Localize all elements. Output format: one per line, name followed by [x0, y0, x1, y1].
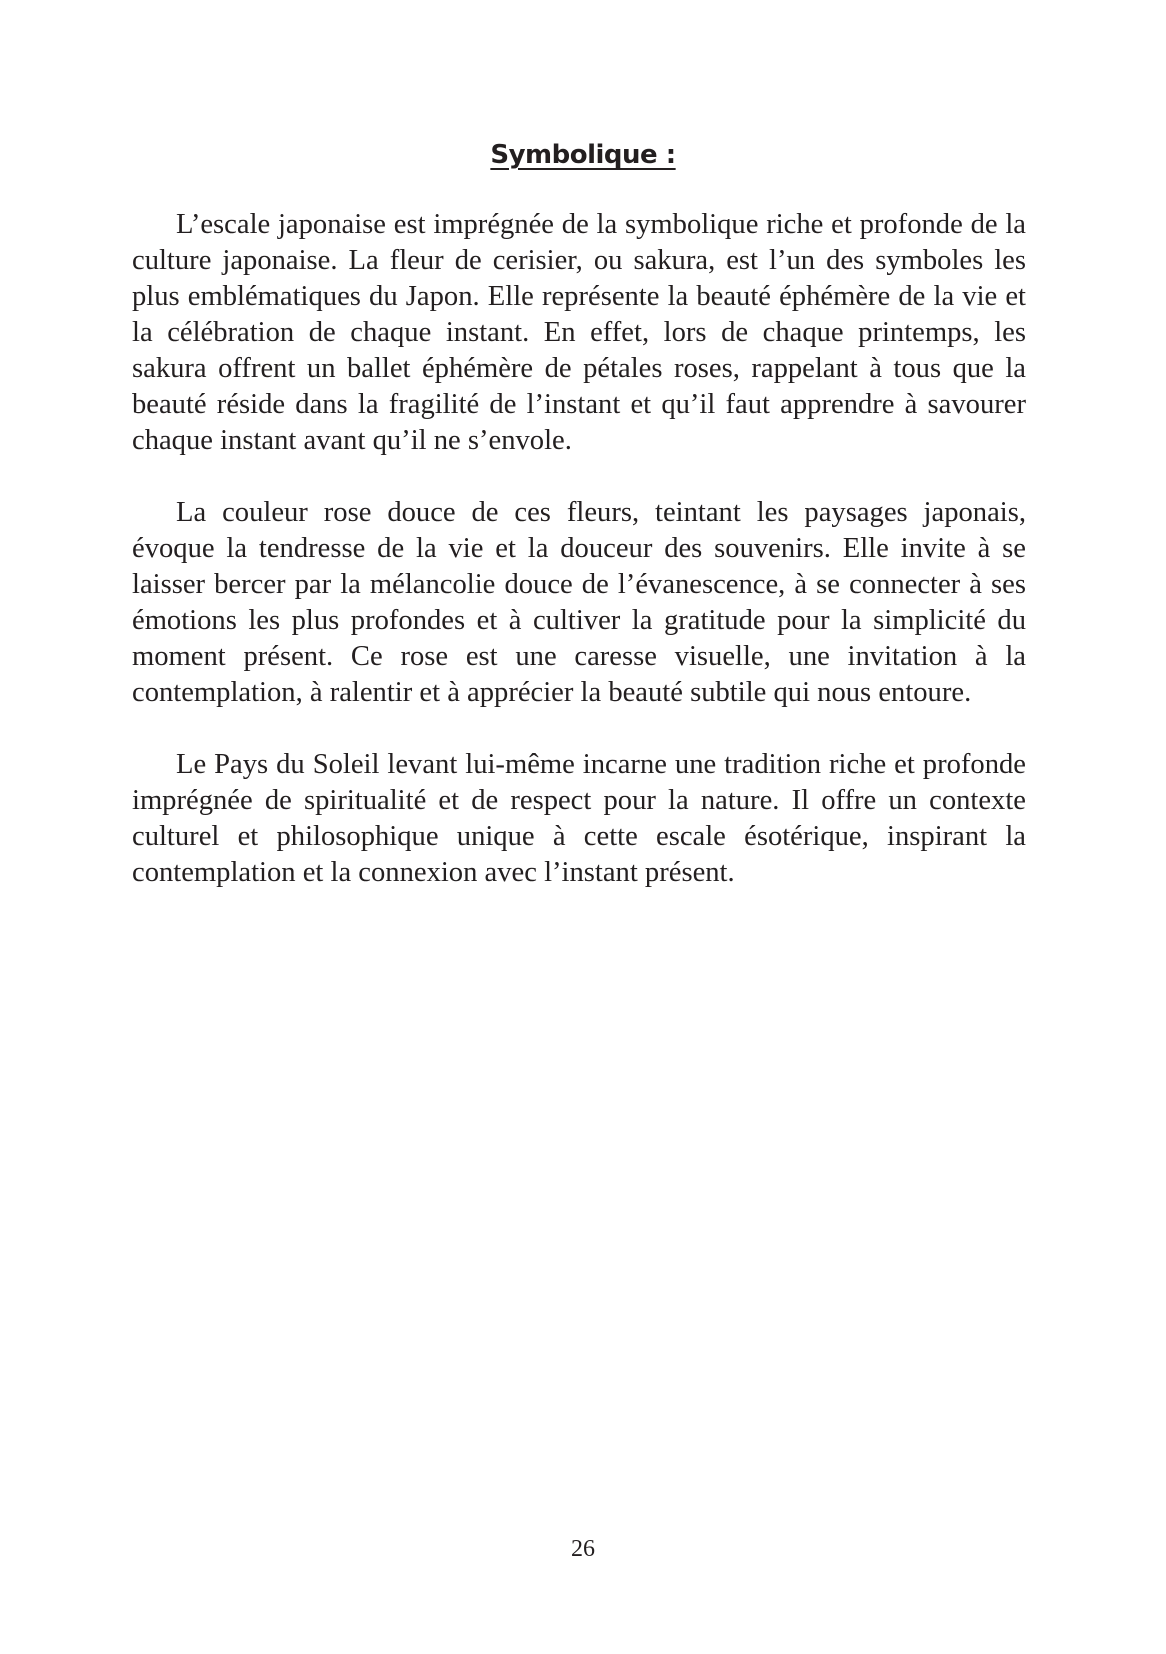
paragraph-cherry-blossom: L’escale japonaise est imprégnée de la symbolique riche et profonde de la culture japonaise. La fleur de cerisier, ou sakura, est l’un des symboles les plus emblématiques du Japon. Elle représente la beauté éphémère de la vie et la célébration de chaque instant. En effet, lors de chaque printemps, les sakura offrent un ballet éphémère de pétales roses, rappelant à tous que la beauté réside dans la fragilité de l’instant et qu’il faut apprendre à savourer chaque instant avant qu’il ne s’envole.	[132, 209, 1026, 456]
paragraph-rising-sun: Le Pays du Soleil levant lui-même incarne une tradition riche et profonde imprégnée de spiritualité et de respect pour la nature. Il offre un contexte culturel et philosophique unique à cette escale ésotérique, inspirant la contemplation et la connexion avec l’instant présent.	[132, 749, 1026, 888]
page-number: 26	[571, 1536, 595, 1562]
paragraph-pink-color: La couleur rose douce de ces fleurs, teintant les paysages japonais, évoque la tendresse de la vie et la douceur des souvenirs. Elle invite à se laisser bercer par la mélancolie douce de l’évanescence, à se connecter à ses émotions les plus profondes et à cultiver la gratitude pour la simplicité du moment présent. Ce rose est une caresse visuelle, une invitation à la contemplation, à ralentir et à apprécier la beauté subtile qui nous entoure.	[132, 497, 1026, 708]
body-text	[132, 207, 1026, 927]
section-heading: Symbolique :	[490, 140, 676, 170]
